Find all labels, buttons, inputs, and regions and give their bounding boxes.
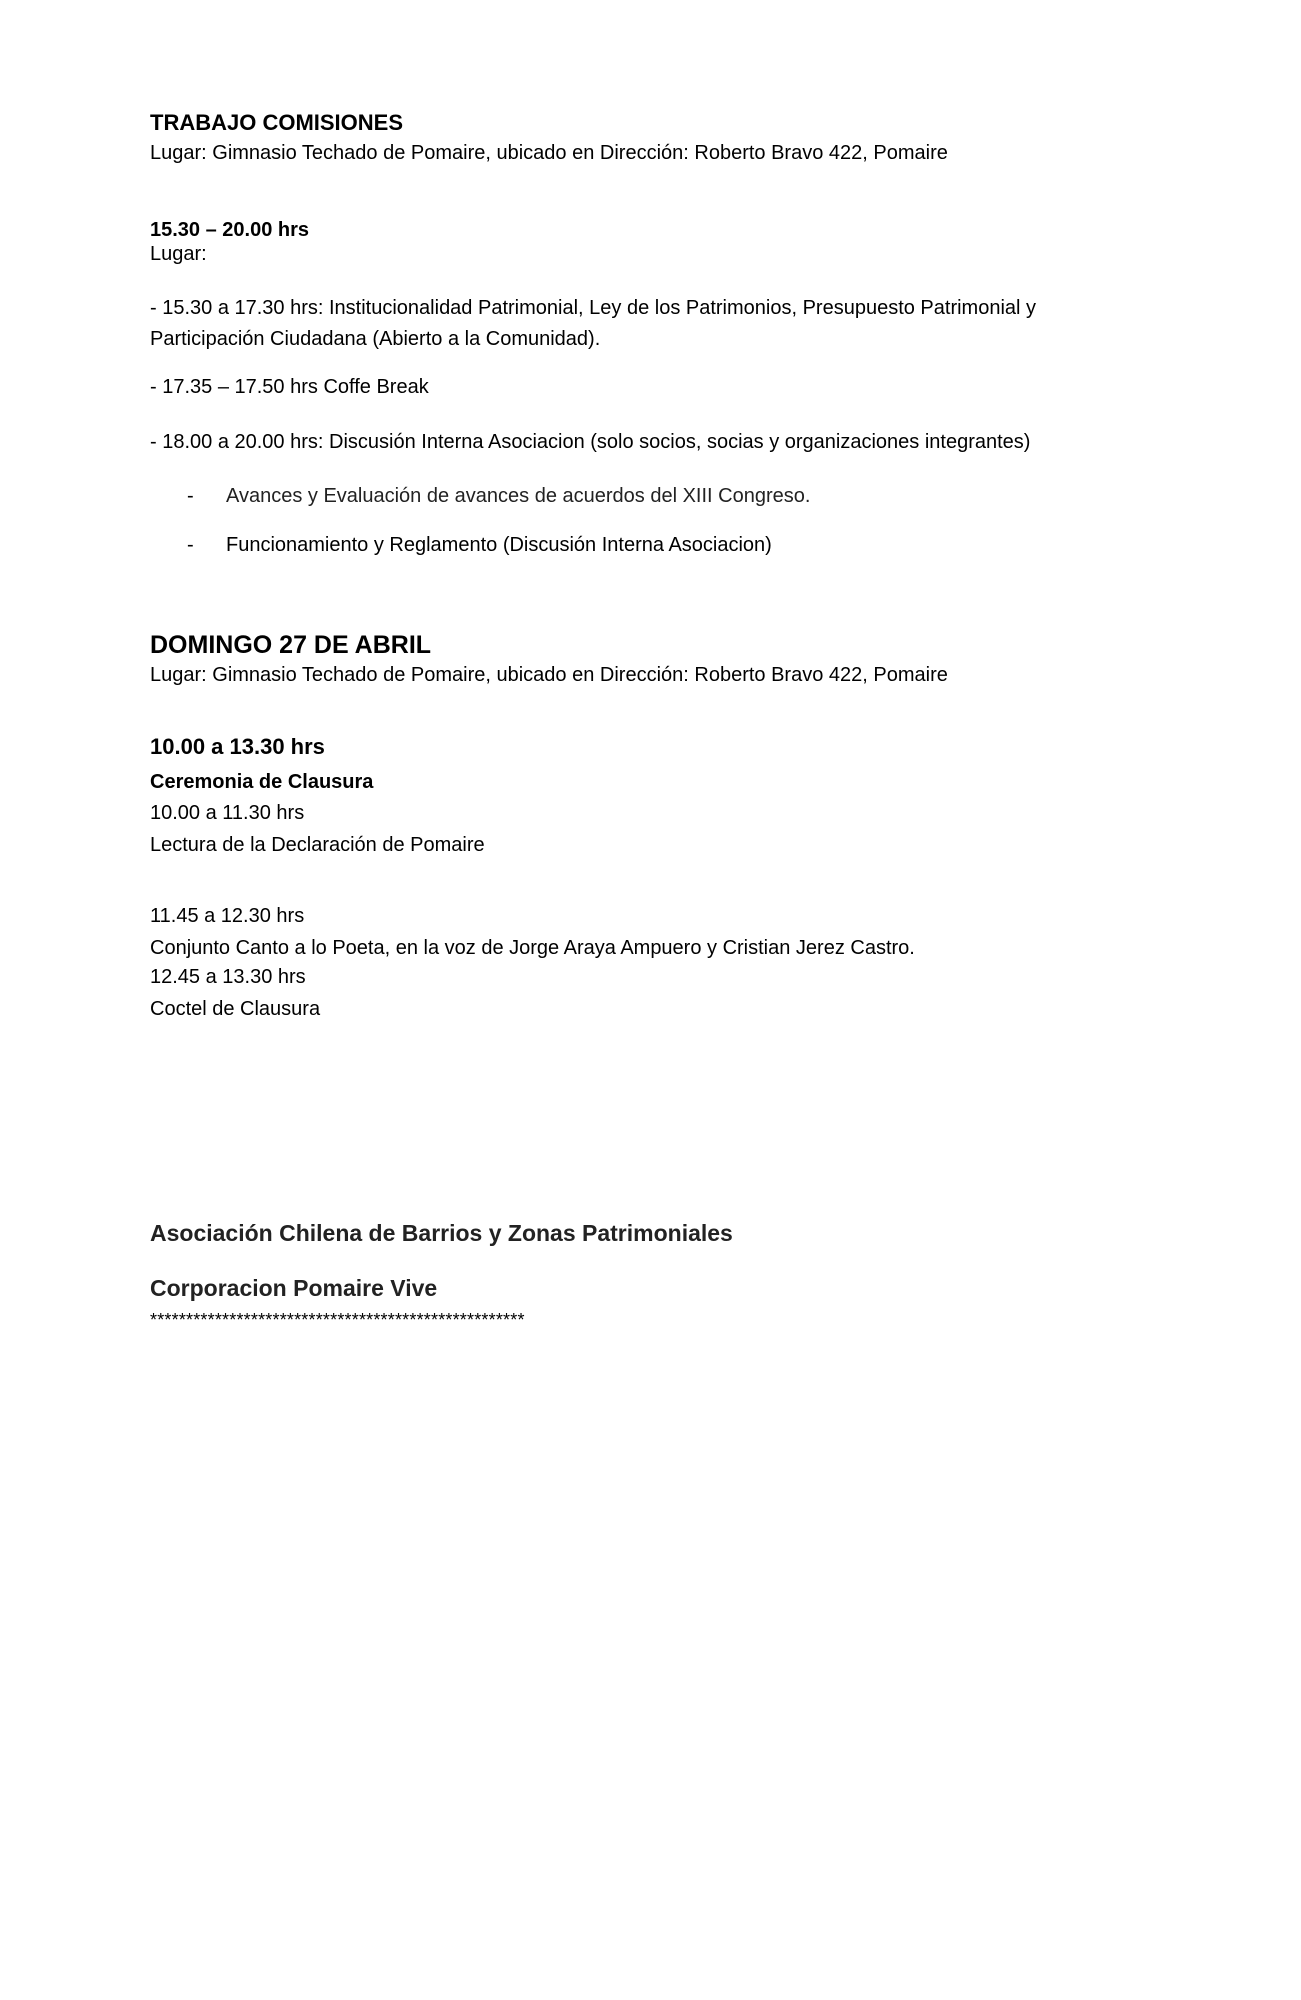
schedule-description: Conjunto Canto a lo Poeta, en la voz de Jorge Araya Ampuero y Cristian Jerez Castro. <box>150 937 915 959</box>
list-item-funcionamiento: Funcionamiento y Reglamento (Discusión Interna Asociacion) <box>226 534 772 556</box>
schedule-description: Lectura de la Declaración de Pomaire <box>150 834 485 856</box>
lugar-label: Lugar: <box>150 243 207 265</box>
location-line: Lugar: Gimnasio Techado de Pomaire, ubicado en Dirección: Roberto Bravo 422, Pomaire <box>150 664 948 686</box>
schedule-time: 10.00 a 11.30 hrs <box>150 802 305 824</box>
time-range-heading: 10.00 a 13.30 hrs <box>150 734 325 759</box>
schedule-item-institucionalidad: - 15.30 a 17.30 hrs: Institucionalidad Patrimonial, Ley de los Patrimonios, Presupuesto Patrimonial y Participación Ciudadana (Abierto a la Comunidad). <box>150 297 1037 350</box>
section-title-trabajo-comisiones: TRABAJO COMISIONES <box>150 110 404 135</box>
separator-asterisks: **************************************************** <box>150 1310 525 1330</box>
list-item-avances: Avances y Evaluación de avances de acuerdos del XIII Congreso. <box>226 485 811 507</box>
list-bullet-dash: - <box>187 485 194 507</box>
ceremony-heading: Ceremonia de Clausura <box>150 771 374 793</box>
organization-name-asociacion: Asociación Chilena de Barrios y Zonas Patrimoniales <box>150 1220 733 1246</box>
schedule-time: 11.45 a 12.30 hrs <box>150 905 305 927</box>
organization-name-corporacion: Corporacion Pomaire Vive <box>150 1275 438 1301</box>
schedule-description: Coctel de Clausura <box>150 998 321 1020</box>
schedule-item-discusion-interna: - 18.00 a 20.00 hrs: Discusión Interna Asociacion (solo socios, socias y organizaciones integrantes) <box>150 431 1031 453</box>
schedule-item-coffee-break: - 17.35 – 17.50 hrs Coffe Break <box>150 376 429 398</box>
list-bullet-dash: - <box>187 534 194 556</box>
time-range-heading: 15.30 – 20.00 hrs <box>150 219 310 241</box>
schedule-time: 12.45 a 13.30 hrs <box>150 966 306 988</box>
section-title-domingo: DOMINGO 27 DE ABRIL <box>150 631 432 659</box>
location-line: Lugar: Gimnasio Techado de Pomaire, ubicado en Dirección: Roberto Bravo 422, Pomaire <box>150 142 948 164</box>
